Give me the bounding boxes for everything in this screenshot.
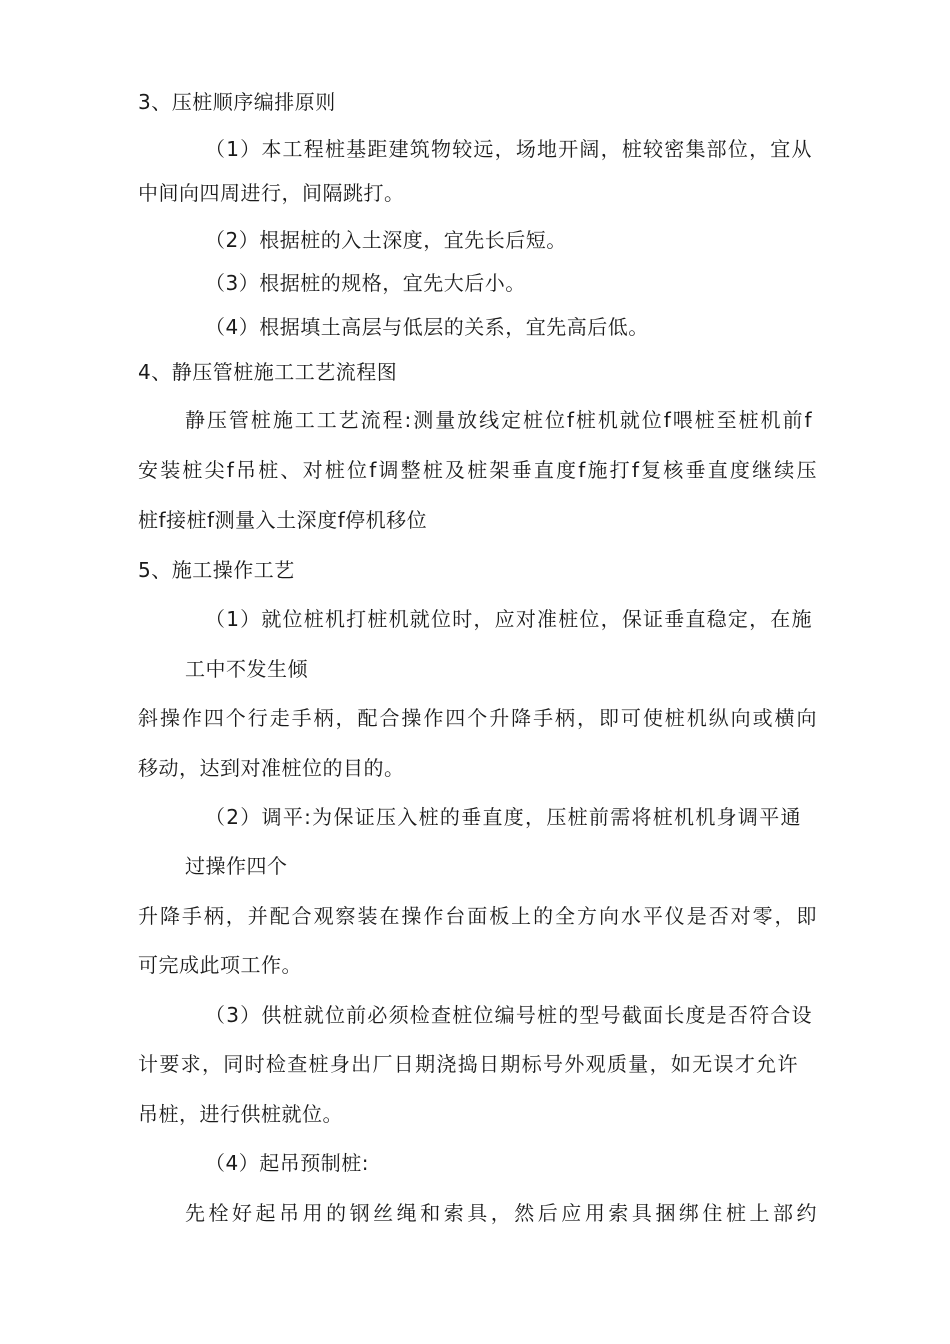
paragraph-line: （3）供桩就位前必须检查桩位编号桩的型号截面长度是否符合设 [205, 1003, 812, 1027]
paragraph-line: 可完成此项工作。 [138, 953, 302, 977]
paragraph-line: （4）起吊预制桩: [205, 1151, 369, 1175]
paragraph-line: 工中不发生倾 [185, 657, 308, 681]
paragraph-line: 桩f接桩f测量入土深度f停机移位 [138, 508, 428, 532]
paragraph-line: 计要求，同时检查桩身出厂日期浇捣日期标号外观质量，如无误才允许 [138, 1052, 798, 1076]
paragraph-line: （1）就位桩机打桩机就位时，应对准桩位，保证垂直稳定，在施 [205, 607, 812, 631]
paragraph-line: 静压管桩施工工艺流程:测量放线定桩位f桩机就位f喂桩至桩机前f [185, 408, 812, 432]
paragraph-line: 吊桩，进行供桩就位。 [138, 1102, 343, 1126]
paragraph-line: （2）根据桩的入土深度，宜先长后短。 [205, 228, 567, 252]
paragraph-line: （1）本工程桩基距建筑物较远，场地开阔，桩较密集部位，宜从 [205, 137, 812, 161]
paragraph-line: 过操作四个 [185, 854, 288, 878]
paragraph-line: 先栓好起吊用的钢丝绳和索具，然后应用索具捆绑住桩上部约 [185, 1201, 817, 1225]
section-heading-3: 3、压桩顺序编排原则 [138, 90, 336, 114]
paragraph-line: 斜操作四个行走手柄，配合操作四个升降手柄，即可使桩机纵向或横向 [138, 706, 817, 730]
section-heading-5: 5、施工操作工艺 [138, 558, 295, 582]
paragraph-line: 中间向四周进行，间隔跳打。 [138, 181, 405, 205]
paragraph-line: 移动，达到对准桩位的目的。 [138, 756, 405, 780]
paragraph-line: （2）调平:为保证压入桩的垂直度，压桩前需将桩机机身调平通 [205, 805, 801, 829]
paragraph-line: （4）根据填土高层与低层的关系，宜先高后低。 [205, 315, 649, 339]
section-heading-4: 4、静压管桩施工工艺流程图 [138, 360, 398, 384]
paragraph-line: 安装桩尖f吊桩、对桩位f调整桩及桩架垂直度f施打f复核垂直度继续压 [138, 458, 817, 482]
paragraph-line: （3）根据桩的规格，宜先大后小。 [205, 271, 526, 295]
paragraph-line: 升降手柄，并配合观察装在操作台面板上的全方向水平仪是否对零，即 [138, 904, 817, 928]
